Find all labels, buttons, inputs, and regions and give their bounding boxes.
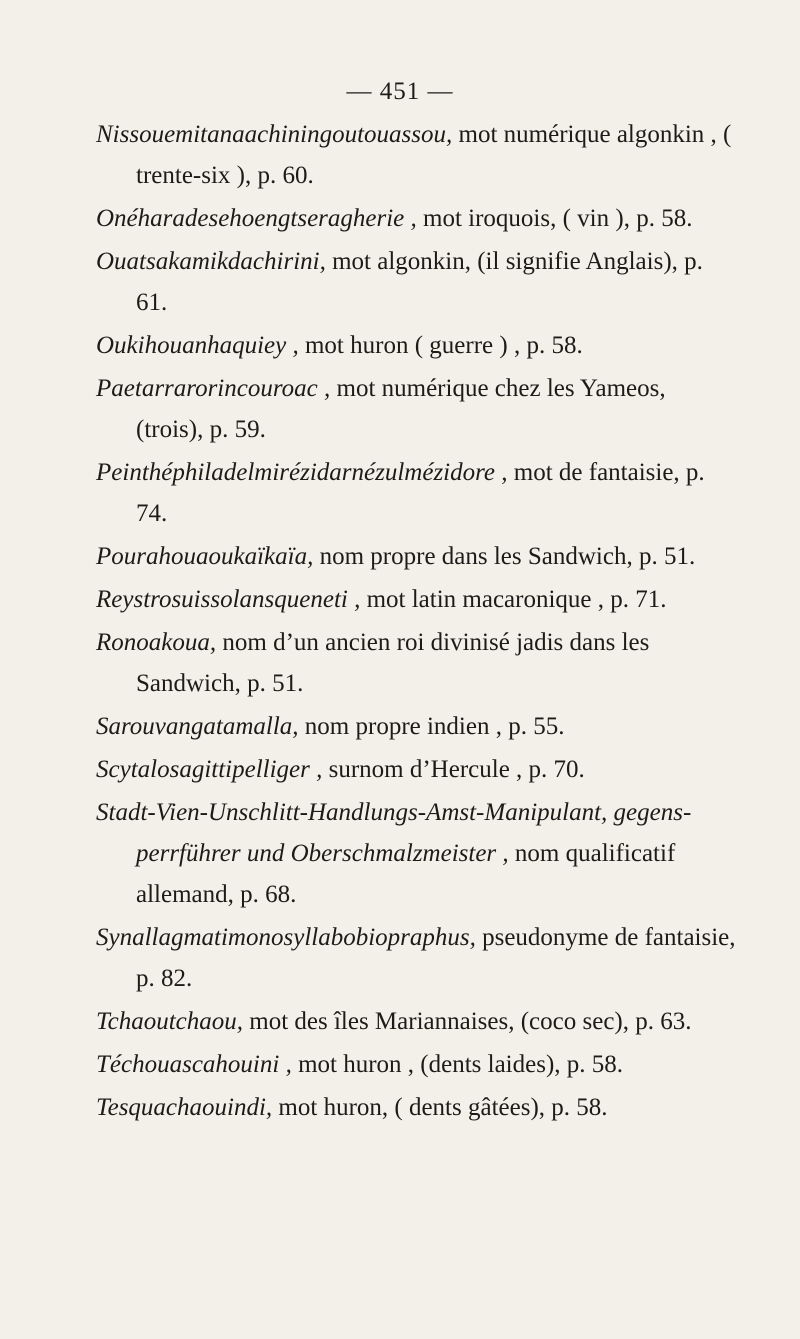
entry-description: pseudonyme de fantaisie, p. 82. xyxy=(136,924,736,992)
entry-description: surnom d’Hercule , p. 70. xyxy=(322,756,585,783)
glossary-entry xyxy=(96,368,736,450)
entry-description: nom propre dans les Sandwich, p. 51. xyxy=(313,543,696,570)
entry-term: Stadt-Vien-Unschlitt-Handlungs-Amst-Manipulant, gegens-perrführer und Oberschmalzmeister , xyxy=(96,799,692,867)
glossary-entry xyxy=(96,114,736,196)
entry-description: mot huron ( guerre ) , p. 58. xyxy=(298,332,583,359)
entry-term: Pourahouaoukaïkaïa, xyxy=(96,543,314,570)
entry-description: nom propre indien , p. 55. xyxy=(298,713,565,740)
entry-description: mot numérique algonkin , ( trente-six ), p. 60. xyxy=(136,121,732,189)
entry-description: mot des îles Mariannaises, (coco sec), p. 63. xyxy=(243,1008,692,1035)
entry-term: Tchaoutchaou, xyxy=(96,1008,243,1035)
glossary-entry xyxy=(96,452,736,534)
glossary-list xyxy=(96,114,736,1130)
entry-term: Nissouemitanaachiningoutouassou, xyxy=(96,121,453,148)
entry-term: Onéharadesehoengtseragherie , xyxy=(96,205,417,232)
glossary-entry xyxy=(96,1044,736,1085)
glossary-entry xyxy=(96,579,736,620)
entry-description: nom d’un ancien roi divinisé jadis dans les Sandwich, p. 51. xyxy=(136,629,650,697)
glossary-entry xyxy=(96,917,736,999)
glossary-entry xyxy=(96,749,736,790)
entry-term: Téchouascahouini , xyxy=(96,1051,292,1078)
entry-term: Peinthéphiladelmirézidarnézulmézidore , xyxy=(96,459,508,486)
entry-description: mot huron, ( dents gâtées), p. 58. xyxy=(272,1094,608,1121)
entry-description: mot latin macaronique , p. 71. xyxy=(360,586,667,613)
glossary-entry xyxy=(96,706,736,747)
entry-description: mot iroquois, ( vin ), p. 58. xyxy=(416,205,693,232)
entry-term: Oukihouanhaquiey , xyxy=(96,332,299,359)
glossary-entry xyxy=(96,325,736,366)
entry-term: Reystrosuissolansqueneti , xyxy=(96,586,361,613)
entry-term: Sarouvangatamalla, xyxy=(96,713,299,740)
entry-term: Tesquachaouindi, xyxy=(96,1094,273,1121)
entry-description: mot huron , (dents laides), p. 58. xyxy=(291,1051,624,1078)
glossary-entry xyxy=(96,241,736,323)
entry-term: Scytalosagittipelliger , xyxy=(96,756,323,783)
entry-term: Ronoakoua, xyxy=(96,629,217,656)
glossary-entry xyxy=(96,536,736,577)
page-number: — 451 — xyxy=(346,78,454,105)
entry-term: Synallagmatimonosyllabobiopraphus, xyxy=(96,924,476,951)
entry-description: mot de fantaisie, p. 74. xyxy=(136,459,705,527)
entry-description: nom qualificatif allemand, p. 68. xyxy=(136,840,676,908)
glossary-entry xyxy=(96,622,736,704)
entry-description: mot numérique chez les Yameos, (trois), p. 59. xyxy=(136,375,666,443)
glossary-entry xyxy=(96,1087,736,1128)
entry-description: mot algonkin, (il signifie Anglais), p. 61. xyxy=(136,248,703,316)
glossary-entry xyxy=(96,792,736,915)
glossary-entry xyxy=(96,1001,736,1042)
entry-term: Ouatsakamikdachirini, xyxy=(96,248,326,275)
glossary-entry xyxy=(96,198,736,239)
entry-term: Paetarrarorincouroac , xyxy=(96,375,331,402)
